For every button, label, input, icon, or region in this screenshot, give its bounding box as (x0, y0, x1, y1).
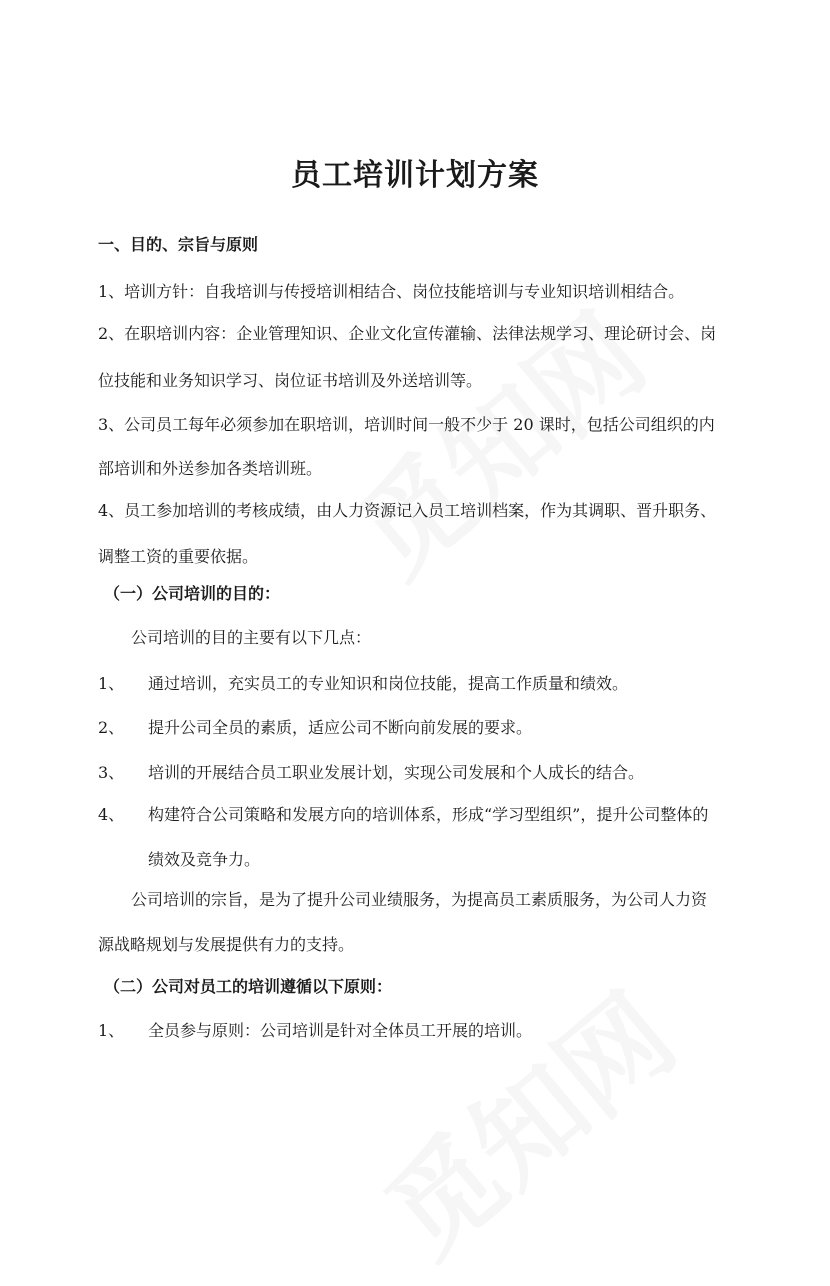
paragraph-line: 4、员工参加培训的考核成绩，由人力资源记入员工培训档案，作为其调职、晋升职务、 (98, 501, 717, 520)
subsection-heading: （一）公司培训的目的： (104, 584, 281, 603)
list-item: 构建符合公司策略和发展方向的培训体系，形成“学习型组织”，提升公司整体的 (148, 805, 709, 824)
paragraph-line: 公司培训的目的主要有以下几点： (131, 628, 372, 647)
watermark (348, 952, 702, 1285)
paragraph-line: 调整工资的重要依据。 (98, 547, 259, 566)
list-item-continuation: 绩效及竞争力。 (148, 850, 261, 869)
subsection-heading: （二）公司对员工的培训遵循以下原则： (104, 977, 393, 996)
list-number: 4、 (98, 805, 125, 824)
list-number: 3、 (98, 763, 125, 782)
list-number: 2、 (98, 718, 125, 737)
paragraph-line: 2、在职培训内容：企业管理知识、企业文化宣传灌输、法律法规学习、理论研讨会、岗 (98, 324, 717, 343)
paragraph-line: 3、公司员工每年必须参加在职培训，培训时间一般不少于 20 课时，包括公司组织的内 (98, 415, 715, 434)
paragraph-line: 部培训和外送参加各类培训班。 (98, 459, 323, 478)
paragraph-line: 公司培训的宗旨，是为了提升公司业绩服务，为提高员工素质服务，为公司人力资 (131, 890, 708, 909)
document-title: 员工培训计划方案 (291, 158, 539, 193)
paragraph-line: 1、培训方针：自我培训与传授培训相结合、岗位技能培训与专业知识培训相结合。 (98, 282, 685, 301)
paragraph-line: 源战略规划与发展提供有力的支持。 (98, 935, 355, 954)
section-heading: 一、目的、宗旨与原则 (98, 235, 259, 254)
list-item: 通过培训，充实员工的专业知识和岗位技能，提高工作质量和绩效。 (148, 674, 629, 693)
list-item: 全员参与原则：公司培训是针对全体员工开展的培训。 (148, 1021, 533, 1040)
list-item: 培训的开展结合员工职业发展计划，实现公司发展和个人成长的结合。 (148, 763, 645, 782)
list-number: 1、 (98, 1021, 125, 1040)
paragraph-line: 位技能和业务知识学习、岗位证书培训及外送培训等。 (98, 371, 483, 390)
list-item: 提升公司全员的素质，适应公司不断向前发展的要求。 (148, 718, 533, 737)
list-number: 1、 (98, 674, 125, 693)
